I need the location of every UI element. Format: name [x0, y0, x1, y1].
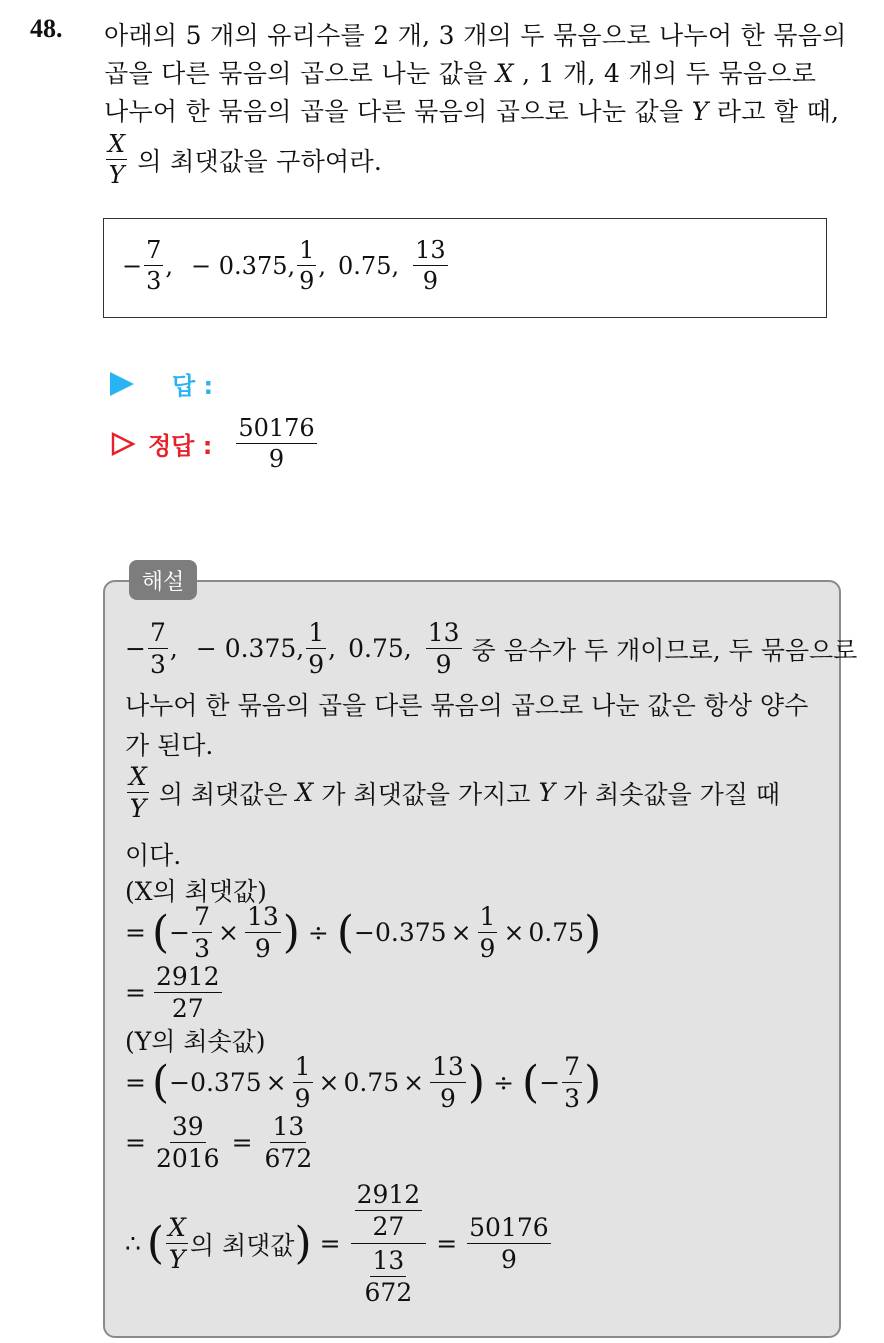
value-075: 0.75, — [338, 251, 400, 280]
numbers-list — [122, 238, 450, 293]
explanation-line-2: 나누어 한 묶음의 곱을 다른 묶음의 곱으로 나눈 값은 항상 양수 — [125, 691, 809, 720]
triangle-outline-icon — [110, 431, 136, 457]
explanation-tag: 해설 — [129, 560, 197, 600]
correct-answer-label: 정답 : — [148, 432, 213, 460]
final-expression: ∴ ( $\frac{X}{Y}$ 의 최댓값 ) = $\frac{\frac{2912}{27}}{\frac{13}{672}}$ = $\frac{50176}{9}$ — [125, 1180, 549, 1307]
problem-line-4 — [104, 132, 382, 187]
problem-line-2-tail: , 1 개, 4 개의 두 묶음으로 — [522, 59, 817, 88]
correct-answer-row — [110, 416, 319, 471]
problem-line-4-text: 의 최댓값을 구하여라. — [137, 146, 383, 176]
problem-line-1: 아래의 5 개의 유리수를 2 개, 3 개의 두 묶음으로 나누어 한 묶음의 — [104, 21, 847, 50]
explanation-line-1: − $\frac{7}{3}$ , − 0.375, $\frac{1}{9}$ , 0.75, $\frac{13}{9}$ 중 음수가 두 개이므로, 두 묶음으로 — [125, 618, 858, 679]
ymin-heading: (Y의 최솟값) — [125, 1027, 266, 1056]
xmax-heading: (X의 최댓값) — [125, 877, 267, 906]
problem-line-3 — [104, 92, 839, 128]
problem-line-3-text: 나누어 한 묶음의 곱을 다른 묶음의 곱으로 나눈 값을 — [104, 97, 684, 126]
explanation-line-3: 가 된다. — [125, 731, 214, 760]
minus-sign: − — [122, 251, 143, 280]
problem-line-3-tail: 라고 할 때, — [716, 97, 840, 126]
problem-line-2 — [104, 54, 816, 90]
value-neg-0375: − 0.375, — [191, 251, 296, 280]
fraction-x-over-y: $\frac{X}{Y}$ — [108, 130, 126, 189]
ymin-expression: = ( −0.375 × $\frac{1}{9}$ × 0.75 × $\frac{13}{9}$ ) ÷ ( − $\frac{7}{3}$ ) — [125, 1052, 602, 1113]
comma: , — [318, 251, 327, 280]
problem-line-2-text: 곱을 다른 묶음의 곱으로 나눈 값을 — [104, 59, 488, 88]
xmax-expression: = ( − $\frac{7}{3}$ × $\frac{13}{9}$ ) ÷ ( −0.375 × $\frac{1}{9}$ × 0.75 ) — [125, 902, 602, 963]
explanation-line-5: 이다. — [125, 841, 182, 870]
fraction-7-3: $\frac{7}{3}$ — [146, 236, 162, 295]
answer-label: 답 : — [172, 372, 214, 400]
correct-answer-value: $\frac{50176}{9}$ — [238, 414, 315, 473]
var-y: Y — [691, 97, 709, 126]
fraction-1-9: $\frac{1}{9}$ — [299, 236, 315, 295]
answer-row — [110, 366, 213, 401]
fraction-13-9: $\frac{13}{9}$ — [415, 236, 446, 295]
play-icon — [110, 372, 134, 396]
xmax-result: = $\frac{2912}{27}$ — [125, 962, 220, 1023]
ymin-result: = $\frac{39}{2016}$ = $\frac{13}{672}$ — [125, 1112, 313, 1173]
comma: , — [165, 251, 174, 280]
problem-number: 48. — [30, 14, 63, 43]
complex-fraction: $\frac{\frac{2912}{27}}{\frac{13}{672}}$ — [351, 1182, 427, 1305]
explanation-line-4: $\frac{X}{Y}$ 의 최댓값은 X 가 최댓값을 가지고 Y 가 최솟값을 가질 때 — [129, 762, 780, 823]
var-x: X — [495, 59, 514, 88]
